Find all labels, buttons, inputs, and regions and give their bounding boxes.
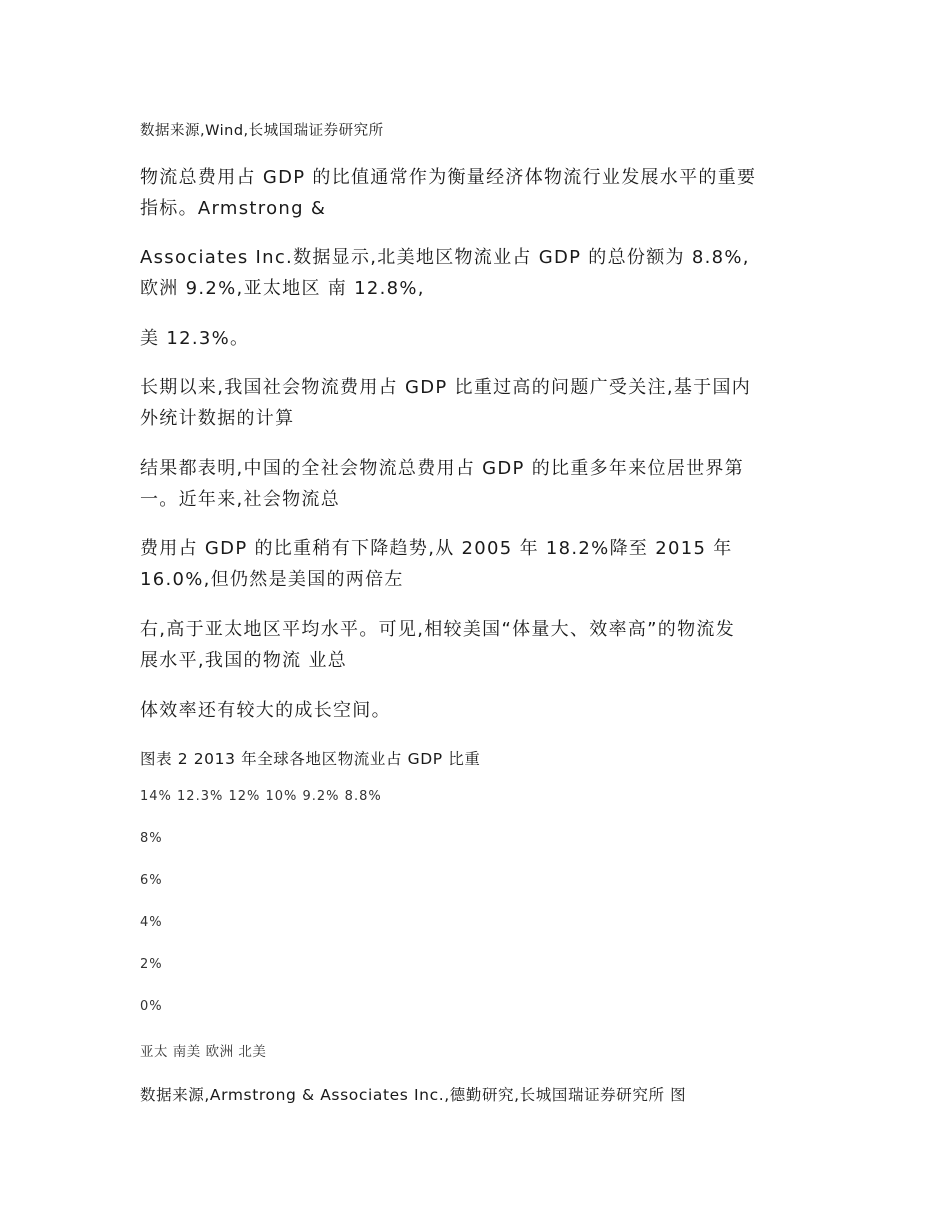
y-tick-label: 0%	[140, 999, 163, 1014]
chart-title: 图表 2 2013 年全球各地区物流业占 GDP 比重	[140, 750, 481, 768]
source-note-top: 数据来源,Wind,长城国瑞证券研究所	[140, 123, 384, 139]
x-category-labels: 亚太 南美 欧洲 北美	[140, 1044, 267, 1060]
paragraph-line-10: 费用占 GDP 的比重稍有下降趋势,从 2005 年 18.2%降至 2015 年	[140, 538, 733, 559]
y-tick-label: 6%	[140, 873, 163, 888]
paragraph-line-9: 一。近年来,社会物流总	[140, 489, 341, 510]
paragraph-line-13: 展水平,我国的物流 业总	[140, 650, 348, 671]
paragraph-line-8: 结果都表明,中国的全社会物流总费用占 GDP 的比重多年来位居世界第	[140, 458, 745, 479]
paragraph-line-5: 美 12.3%。	[140, 328, 250, 349]
chart-top-labels: 14% 12.3% 12% 10% 9.2% 8.8%	[140, 789, 382, 804]
y-tick-label: 4%	[140, 915, 163, 930]
paragraph-line-12: 右,高于亚太地区平均水平。可见,相较美国“体量大、效率高”的物流发	[140, 619, 735, 640]
y-tick-label: 8%	[140, 831, 163, 846]
paragraph-line-6: 长期以来,我国社会物流费用占 GDP 比重过高的问题广受关注,基于国内	[140, 377, 752, 398]
paragraph-line-4: 欧洲 9.2%,亚太地区 南 12.8%,	[140, 278, 425, 299]
paragraph-line-7: 外统计数据的计算	[140, 408, 295, 429]
paragraph-line-11: 16.0%,但仍然是美国的两倍左	[140, 569, 404, 590]
paragraph-line-2: 指标。Armstrong &	[140, 198, 327, 219]
paragraph-line-1: 物流总费用占 GDP 的比值通常作为衡量经济体物流行业发展水平的重要	[140, 167, 757, 188]
source-note-bottom: 数据来源,Armstrong & Associates Inc.,德勤研究,长城国瑞证券研究所 图	[140, 1086, 687, 1104]
paragraph-line-14: 体效率还有较大的成长空间。	[140, 700, 391, 721]
paragraph-line-3: Associates Inc.数据显示,北美地区物流业占 GDP 的总份额为 8.8%,	[140, 247, 750, 268]
y-tick-label: 2%	[140, 957, 163, 972]
